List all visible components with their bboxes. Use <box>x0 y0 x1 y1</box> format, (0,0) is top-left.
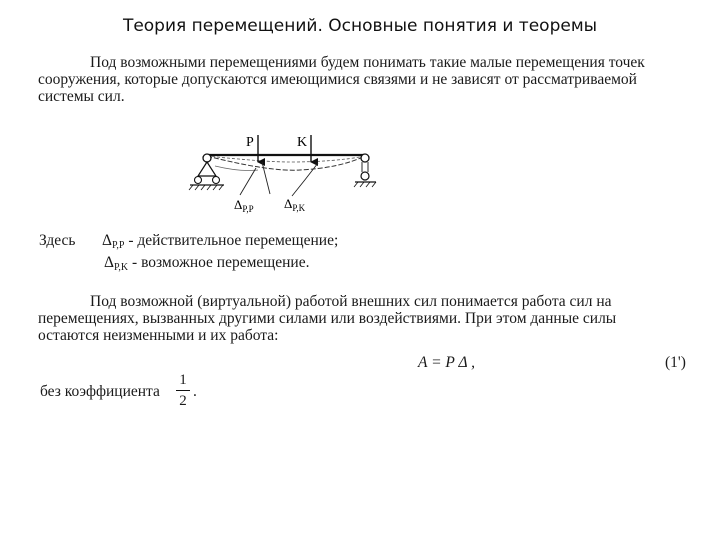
virtual-work-line-1: Под возможной (виртуальной) работой внешних сил понимается работа сил на <box>90 293 612 310</box>
legend-sub-pk: P,K <box>113 262 129 273</box>
force-k-label: K <box>297 135 308 150</box>
virtual-work-paragraph <box>38 293 693 344</box>
legend-text-virtual: - возможное перемещение. <box>128 254 310 271</box>
delta-pk-label: $\Delta_{P,K}$ <box>284 196 306 213</box>
left-hinge <box>203 154 211 162</box>
legend-delta-virtual: Δ <box>104 254 114 271</box>
delta-pp-label: $\Delta_{P,P}$ <box>234 197 254 214</box>
beam-diagram <box>180 125 390 220</box>
intro-line-1: Под возможными перемещениями будем понимать такие малые перемещения точек <box>90 54 645 71</box>
deflection-curve-virtual <box>207 156 365 162</box>
deflection-curve-real <box>207 156 365 170</box>
work-formula: A = P Δ , <box>418 354 476 371</box>
intro-line-3: системы сил. <box>38 88 125 105</box>
right-roller <box>361 172 369 180</box>
legend-row-real <box>102 232 338 251</box>
fraction-bar <box>176 390 190 391</box>
coefficient-period: . <box>193 383 197 400</box>
legend-row-virtual <box>104 254 309 273</box>
legend-text-real: - действительное перемещение; <box>124 232 339 249</box>
coefficient-text: без коэффициента <box>40 383 160 400</box>
legend-here: Здесь <box>39 232 76 249</box>
legend-delta-real: Δ <box>102 232 112 249</box>
intro-line-2: сооружения, которые допускаются имеющимися связями и не зависят от рассматриваемой <box>38 71 637 88</box>
force-p-label: P <box>246 135 254 150</box>
right-hinge <box>361 154 369 162</box>
formula-number: (1') <box>665 354 686 371</box>
virtual-work-line-2: перемещениях, вызванных другими силами или воздействиями. При этом данные силы <box>38 310 617 327</box>
intro-paragraph <box>38 54 693 105</box>
virtual-work-line-3: остаются неизменными и их работа: <box>38 327 279 344</box>
slide-title: Теория перемещений. Основные понятия и теоремы <box>122 16 598 36</box>
fraction-numerator: 1 <box>179 372 187 388</box>
fraction-denominator: 2 <box>179 393 187 409</box>
left-support <box>198 162 216 176</box>
legend-sub-pp: P,P <box>111 240 125 251</box>
